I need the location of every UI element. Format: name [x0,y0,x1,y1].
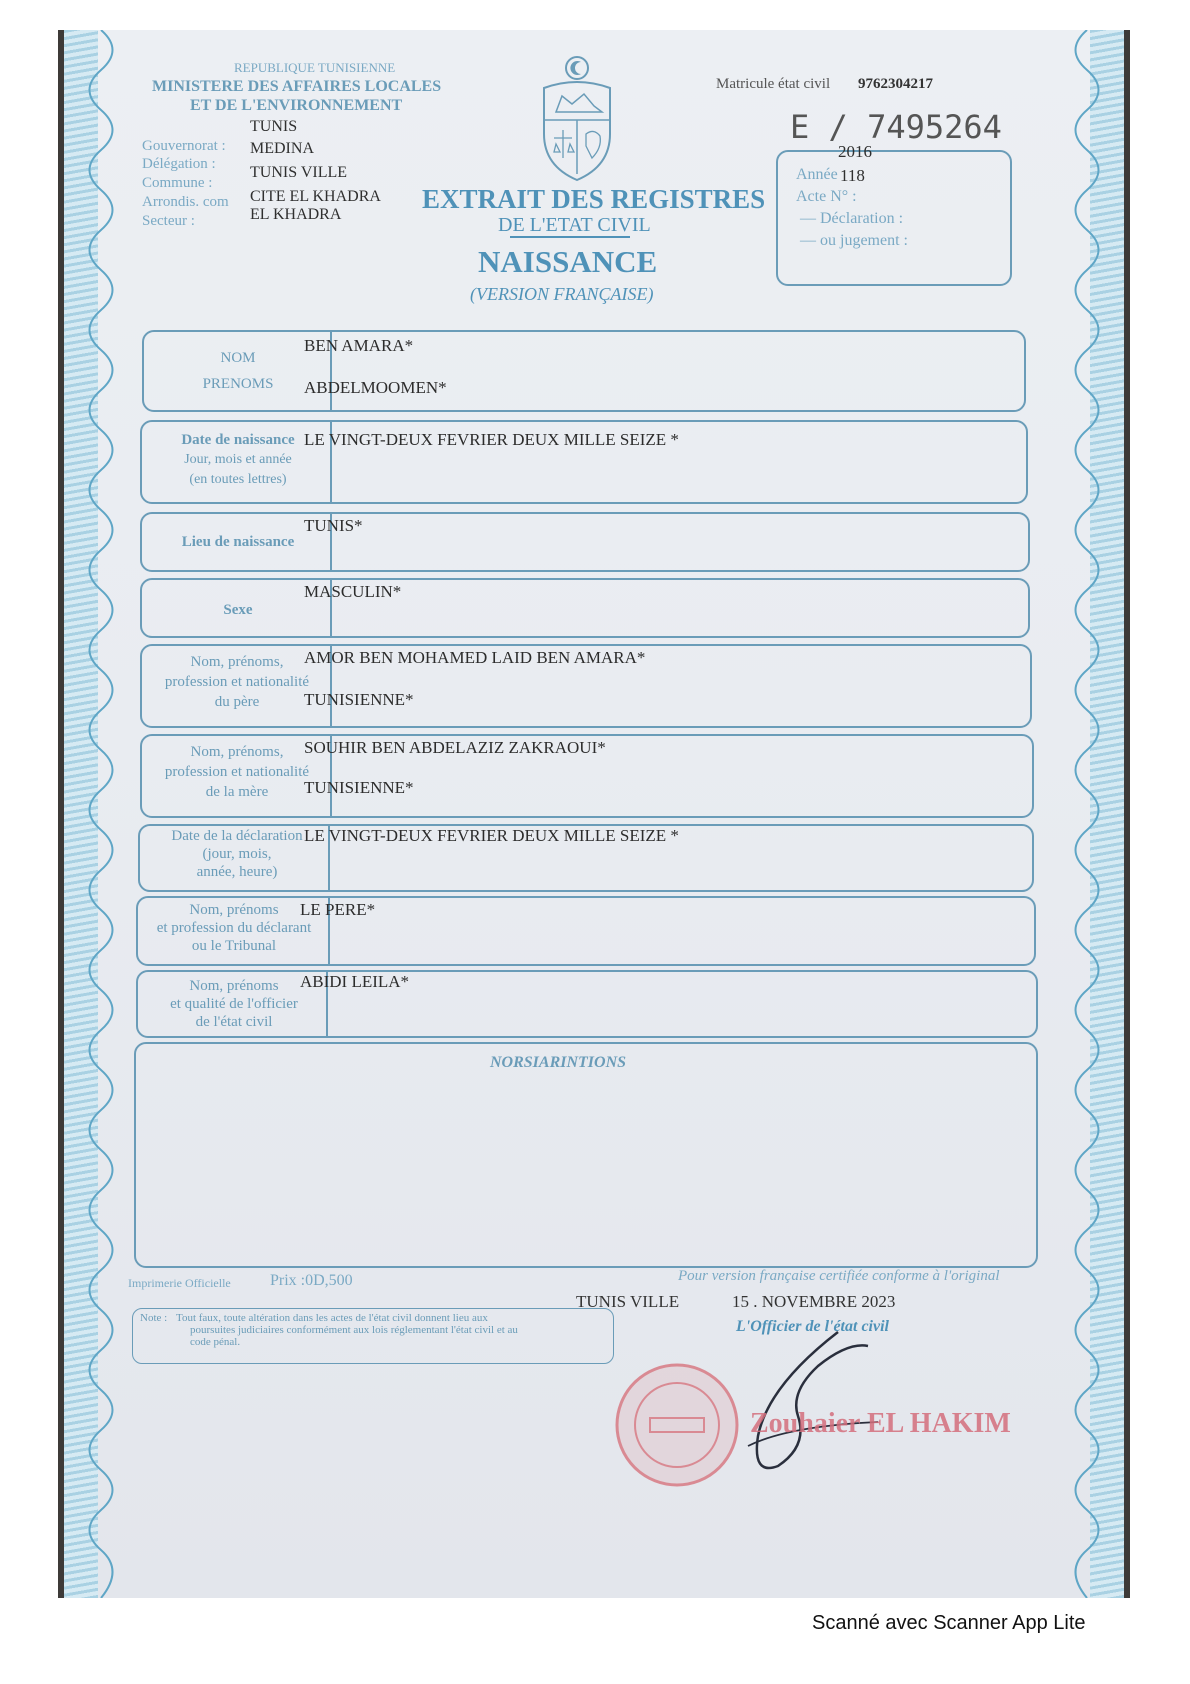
date-naissance-label: Date de naissance [181,432,295,448]
commune-label: Commune : [142,175,213,191]
official-round-stamp [612,1360,742,1490]
matricule-label: Matricule état civil [716,76,831,92]
document-subtitle: DE L'ETAT CIVIL [498,214,651,236]
note-line2: poursuites judiciaires conformément aux lois réglementant l'état civil et au [190,1324,518,1336]
secteur-value: EL KHADRA [250,206,342,223]
arrondissement-value: CITE EL KHADRA [250,188,381,205]
mentions-title: NORSIARINTIONS [490,1054,627,1071]
secteur-label: Secteur : [142,213,195,229]
title-divider [510,236,630,238]
mere-label1: Nom, prénoms, [190,744,284,760]
officier-label3: de l'état civil [195,1014,273,1030]
mere-name-value: SOUHIR BEN ABDELAZIZ ZAKRAOUI* [304,738,606,757]
prenoms-value: ABDELMOOMEN* [304,378,447,397]
acte-label: Acte N° : [796,188,857,205]
note-line1: Tout faux, toute altération dans les actes de l'état civil donnent lieu aux [176,1312,488,1324]
nom-value: BEN AMARA* [304,336,414,355]
declaration-label2: (jour, mois, [202,846,272,862]
lieu-naissance-value: TUNIS* [304,516,363,535]
prix-label: Prix :0D,500 [270,1272,353,1289]
certifie-label: Pour version française certifiée conforme à l'original [678,1268,1000,1284]
sexe-value: MASCULIN* [304,582,402,601]
matricule-value: 9762304217 [858,76,933,92]
officer-name-stamp: Zouhaier EL HAKIM [750,1408,1011,1439]
nom-label: NOM [220,350,256,366]
imprimerie-label: Imprimerie Officielle [128,1276,231,1290]
gouvernorat-label: Gouvernorat : [142,138,226,154]
officier-title: L'Officier de l'état civil [736,1318,889,1335]
declaration-label1: Date de la déclaration [171,828,303,844]
pere-label3: du père [214,694,260,710]
delegation-label: Délégation : [142,156,216,172]
scanned-sheet [58,30,1130,1598]
declaration-date-value: LE VINGT-DEUX FEVRIER DEUX MILLE SEIZE * [304,826,679,845]
ministry-line2: ET DE L'ENVIRONNEMENT [190,97,403,114]
arrondissement-label: Arrondis. com [142,194,229,210]
mere-nationality-value: TUNISIENNE* [304,778,414,797]
officier-value: ABIDI LEILA* [300,972,410,991]
date-naissance-sublabel1: Jour, mois et année [184,452,292,467]
scanner-watermark: Scanné avec Scanner App Lite [812,1612,1086,1634]
gouvernorat-value: TUNIS [250,118,298,135]
pere-name-value: AMOR BEN MOHAMED LAID BEN AMARA* [304,648,646,667]
right-wave-ornament [1064,30,1110,1598]
serial-number: E / 7495264 [790,108,1002,146]
prenoms-label: PRENOMS [202,376,274,392]
nom-prenoms-box [142,330,1026,412]
declarant-value: LE PERE* [300,900,376,919]
annee-value: 2016 [838,142,872,161]
pere-label2: profession et nationalité [164,674,310,690]
version-label: (VERSION FRANÇAISE) [470,284,654,304]
document-title: EXTRAIT DES REGISTRES [422,184,766,214]
left-wave-ornament [78,30,124,1598]
delegation-value: MEDINA [250,140,314,157]
declarant-label3: ou le Tribunal [191,938,277,954]
sexe-label: Sexe [223,602,253,618]
officier-label2: et qualité de l'officier [170,996,298,1012]
pere-nationality-value: TUNISIENNE* [304,690,414,709]
date-naissance-sublabel2: (en toutes lettres) [189,472,287,487]
mere-label3: de la mère [205,784,269,800]
mentions-box [134,1042,1038,1268]
lieu-naissance-label: Lieu de naissance [181,534,295,550]
tunisia-emblem-icon [532,54,622,184]
commune-value: TUNIS VILLE [250,164,348,181]
declarant-label2: et profession du déclarant [156,920,312,936]
mere-label2: profession et nationalité [164,764,310,780]
officier-label1: Nom, prénoms [189,978,279,994]
issue-place: TUNIS VILLE [576,1292,680,1311]
issue-date: 15 . NOVEMBRE 2023 [732,1292,896,1311]
declaration-type-label: — Déclaration : [800,210,904,227]
declaration-label3: année, heure) [196,864,278,880]
declarant-label1: Nom, prénoms [189,902,279,918]
republic-label: REPUBLIQUE TUNISIENNE [234,60,396,75]
act-type-title: NAISSANCE [478,244,658,279]
date-naissance-value: LE VINGT-DEUX FEVRIER DEUX MILLE SEIZE * [304,430,679,449]
acte-number-value: 118 [840,166,865,185]
birth-certificate-paper [64,30,1124,1598]
note-label: Note : [140,1312,168,1324]
annee-label: Année [796,166,838,183]
ministry-line1: MINISTERE DES AFFAIRES LOCALES [152,78,442,95]
jugement-type-label: — ou jugement : [800,232,908,249]
pere-label1: Nom, prénoms, [190,654,284,670]
note-line3: code pénal. [190,1336,241,1348]
